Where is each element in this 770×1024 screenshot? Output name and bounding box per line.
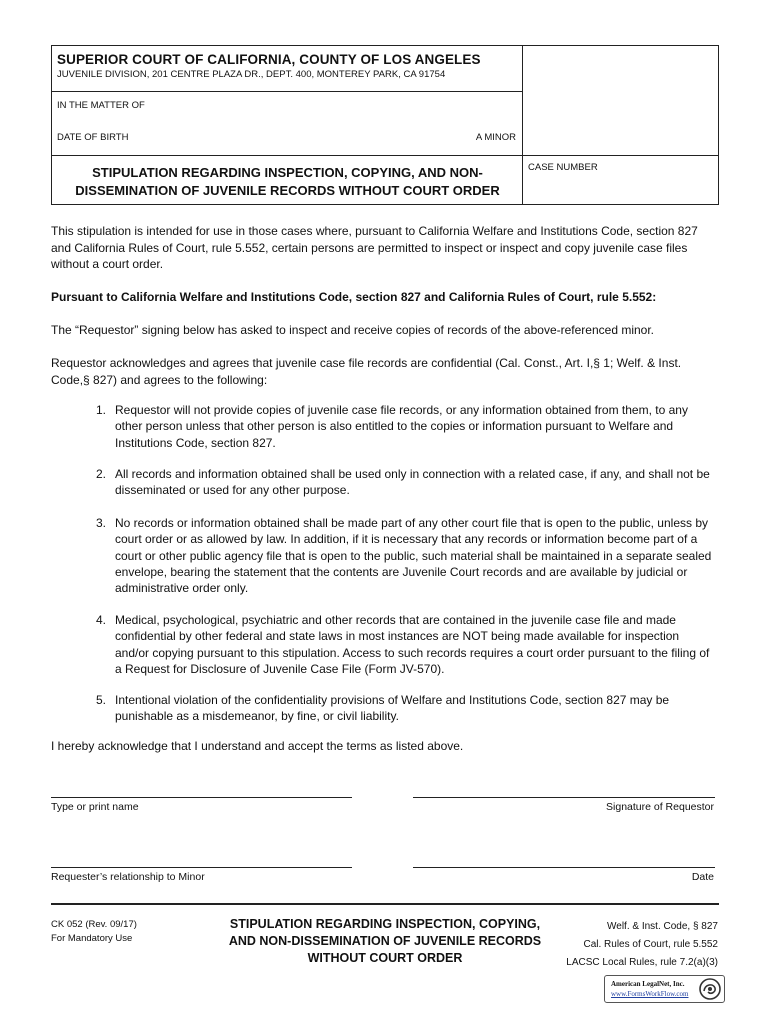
footer-form-info xyxy=(51,918,137,946)
logo-url-link[interactable]: www.FormsWorkFlow.com xyxy=(611,990,689,998)
caption-left-column xyxy=(52,46,523,204)
in-the-matter-of-label: IN THE MATTER OF xyxy=(57,100,145,111)
mandatory-use-label: For Mandatory Use xyxy=(51,933,133,944)
date-line[interactable] xyxy=(413,867,715,868)
footer-divider xyxy=(51,903,719,905)
list-item-number: 1. xyxy=(95,403,106,417)
publisher-logo xyxy=(604,975,725,1003)
requestor-paragraph: The “Requestor” signing below has asked to inspect and receive copies of records of the above-referenced minor. xyxy=(51,323,654,337)
signature-line[interactable] xyxy=(413,797,715,798)
acknowledges-paragraph: Requestor acknowledges and agrees that juvenile case file records are confidential (Cal. Const., Art. I,§ 1; Welf. & Inst. Code,§ 827) and agrees to the following: xyxy=(51,356,682,387)
footer-title-line-1: STIPULATION REGARDING INSPECTION, COPYING, xyxy=(229,917,541,931)
type-or-print-name-label: Type or print name xyxy=(51,801,139,813)
caption-box xyxy=(51,45,719,205)
list-item-number: 5. xyxy=(95,693,106,707)
footer-title-line-2: AND NON-DISSEMINATION OF JUVENILE RECORDS xyxy=(228,934,542,948)
logo-swirl-icon xyxy=(698,977,722,1001)
footer-rule-2: Cal. Rules of Court, rule 5.552 xyxy=(583,939,718,950)
form-title xyxy=(52,164,523,200)
footer-rules xyxy=(566,918,718,972)
footer-rule-1: Welf. & Inst. Code, § 827 xyxy=(607,921,718,932)
pursuant-heading: Pursuant to California Welfare and Institutions Code, section 827 and California Rules of Court, rule 5.552: xyxy=(51,290,657,304)
relationship-line[interactable] xyxy=(51,867,352,868)
court-header xyxy=(52,46,523,92)
a-minor-label: A MINOR xyxy=(475,132,516,143)
list-item-number: 2. xyxy=(95,467,106,481)
list-item-text: All records and information obtained shall be used only in connection with a related case, if any, and shall not be disseminated or used for any other purpose. xyxy=(115,467,710,498)
footer-rule-3: LACSC Local Rules, rule 7.2(a)(3) xyxy=(566,957,718,968)
signature-of-requestor-label: Signature of Requestor xyxy=(606,801,714,813)
case-number-field[interactable] xyxy=(523,155,718,204)
list-item-text: Medical, psychological, psychiatric and other records that are contained in the juvenile case file and made confidential by other federal and state laws in most instances are NOT being made available for inspection and/or copying pursuant to this stipulation. Access to such records requires a court order pursuant to the filing of a Request for Disclosure of Juvenile Case File (Form JV-570). xyxy=(115,613,710,676)
list-item-number: 3. xyxy=(95,516,106,530)
list-item-text: No records or information obtained shall be made part of any other court file that is open to the public, unless by court order or as allowed by law. In addition, if it is necessary that any records or information become part of a court or other public agency file that is open to the public, such material shall be maintained in a separate sealed envelope, bearing the statement that the contents are Juvenile Court records and are available by judicial or administrative order only. xyxy=(115,516,712,596)
intro-paragraph: This stipulation is intended for use in those cases where, pursuant to California Welfare and Institutions Code, section 827 and California Rules of Court, rule 5.552, certain persons are permitted to inspect or inspect and copy juvenile case files without a court order. xyxy=(51,224,698,271)
court-address: JUVENILE DIVISION, 201 CENTRE PLAZA DR., DEPT. 400, MONTEREY PARK, CA 91754 xyxy=(57,69,446,80)
list-item-text: Intentional violation of the confidentiality provisions of Welfare and Institutions Code, section 827 may be punishable as a misdemeanor, by fine, or civil liability. xyxy=(115,693,670,724)
footer-title-line-3: WITHOUT COURT ORDER xyxy=(307,951,463,965)
name-line[interactable] xyxy=(51,797,352,798)
footer-title xyxy=(185,916,585,967)
form-number: CK 052 (Rev. 09/17) xyxy=(51,919,137,930)
list-item-text: Requestor will not provide copies of juvenile case file records, or any information obtained from them, to any other person unless that other person is also entitled to the copies or information pursuant to Welfare and Institutions Code, section 827. xyxy=(115,403,688,450)
list-item-number: 4. xyxy=(95,613,106,627)
form-title-line-2: DISSEMINATION OF JUVENILE RECORDS WITHOUT COURT ORDER xyxy=(75,183,500,198)
form-title-row xyxy=(52,155,523,204)
relationship-label: Requester’s relationship to Minor xyxy=(51,871,205,883)
date-of-birth-label: DATE OF BIRTH xyxy=(57,132,129,143)
form-title-line-1: STIPULATION REGARDING INSPECTION, COPYING, AND NON- xyxy=(92,165,483,180)
accept-statement: I hereby acknowledge that I understand and accept the terms as listed above. xyxy=(51,739,464,753)
logo-name: American LegalNet, Inc. xyxy=(611,980,685,988)
court-title: SUPERIOR COURT OF CALIFORNIA, COUNTY OF LOS ANGELES xyxy=(57,52,481,67)
case-number-label: CASE NUMBER xyxy=(528,162,598,173)
date-label: Date xyxy=(691,871,714,883)
